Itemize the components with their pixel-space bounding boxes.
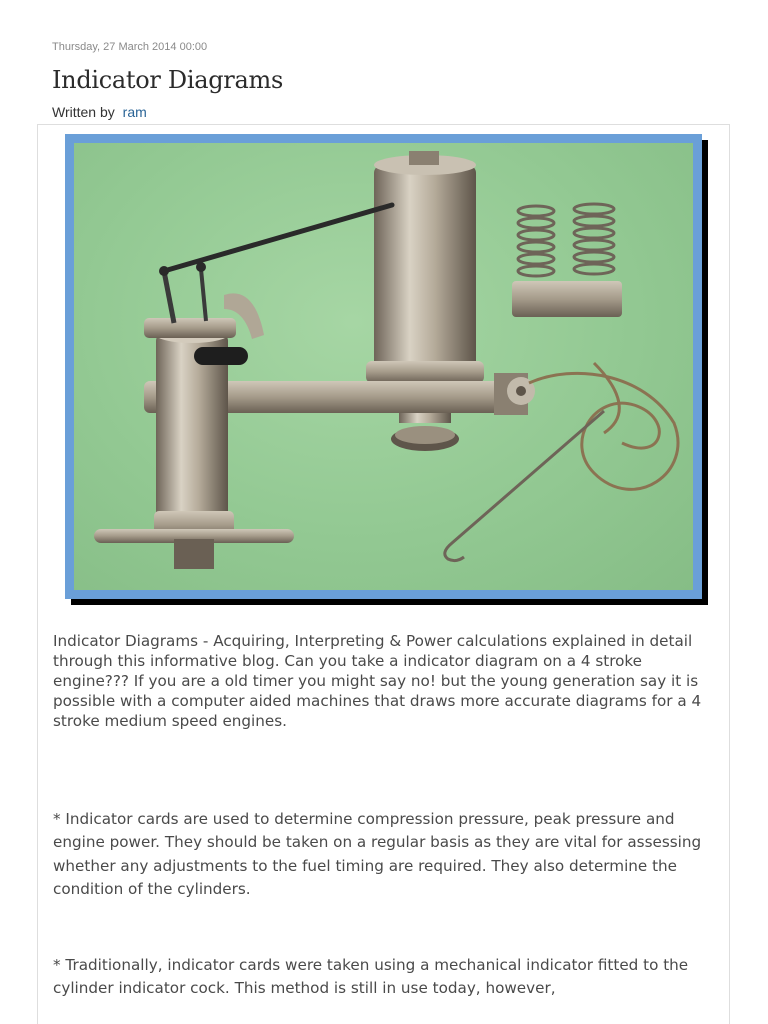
author-link[interactable]: ram	[122, 104, 147, 120]
spare-springs	[512, 204, 622, 317]
indicator-photo	[74, 143, 693, 590]
byline	[52, 104, 147, 120]
traditional-method-paragraph: * Traditionally, indicator cards were taken using a mechanical indicator fitted to the cylinder indicator cock. This method is still in use today, however,	[53, 956, 689, 998]
article-title: Indicator Diagrams	[52, 66, 283, 94]
drum-cylinder	[374, 165, 476, 375]
indicator-photo-frame	[65, 134, 702, 599]
written-by-label: Written by	[52, 104, 115, 120]
intro-paragraph: Indicator Diagrams - Acquiring, Interpreting & Power calculations explained in detail through this informative blog. Can you take a indicator diagram on a 4 stroke engine??? If you are a old timer you might say no! but the young generation say it is possible with a computer aided machines that draws more accurate diagrams for a 4 stroke medium speed engines.	[53, 632, 702, 730]
publish-date: Thursday, 27 March 2014 00:00	[52, 41, 208, 53]
stylus-lever	[164, 205, 392, 271]
indicator-illustration	[74, 143, 693, 590]
indicator-cards-paragraph: * Indicator cards are used to determine compression pressure, peak pressure and engine power. They should be taken on a regular basis as they are vital for assessing whether any adjustments to the fuel timing are required. They also determine the condition of the cylinders.	[53, 810, 702, 898]
